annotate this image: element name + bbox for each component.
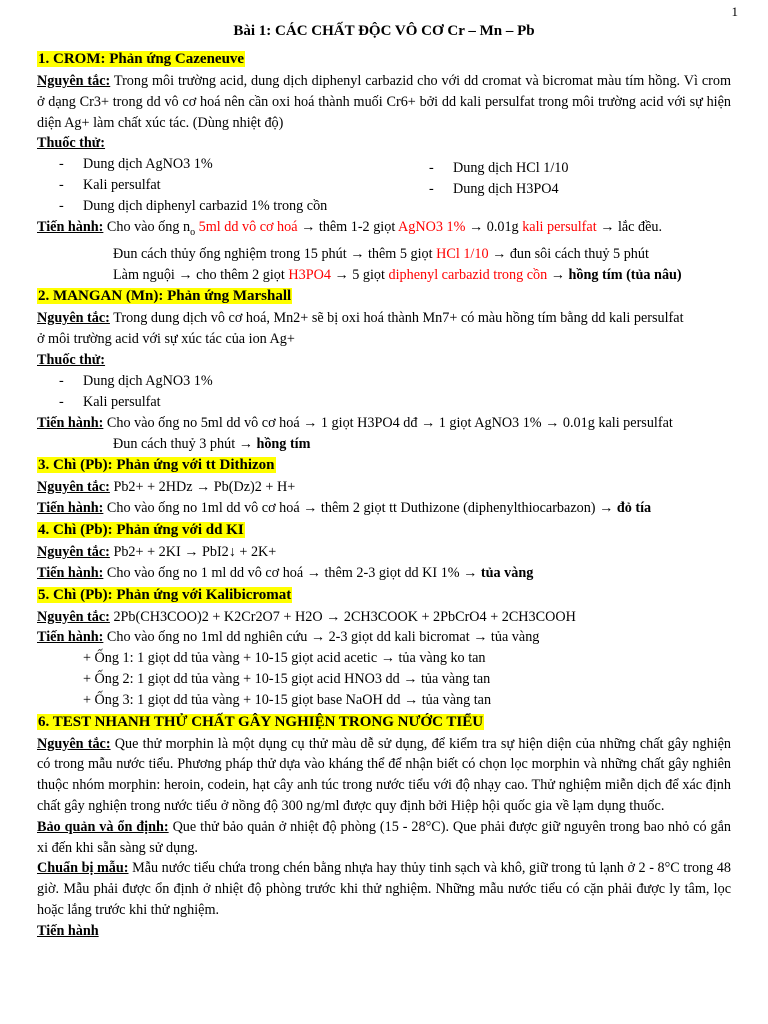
section-4-title: 4. Chì (Pb): Phản ứng với dd KI xyxy=(38,521,244,538)
section-2-reagents-label: Thuốc thử: xyxy=(37,352,106,368)
section-6-principle: Nguyên tắc: Que thử morphin là một dụng cụ thử màu dễ sử dụng, để kiểm tra sự hiện diện của những chất gây nghiện có trong mẫu nước tiểu. Phương pháp thử dựa vào kháng thể để nhận biết có chọn lọc morphin và những chất gây nghiên thuộc nhóm morphin: heroin, codein, hạt cây anh túc trong nước tiểu với độ nhạy cao. Thử nghiệm miễn dịch để xác định chất gây nghiện trong nước tiểu ở nồng độ 300 ng/ml được quy định bởi Hiệp hội quốc gia về lạm dụng thuốc. xyxy=(37,735,731,814)
section-5-procedure: Tiến hành: Cho vào ống no 1ml dd nghiên cứu → 2-3 giọt dd kali bicromat → tủa vàng xyxy=(37,629,540,646)
section-3-procedure: Tiến hành: Cho vào ống no 1ml dd vô cơ hoá → thêm 2 giọt tt Duthizone (diphenylthiocarbazon) → đỏ tía xyxy=(37,500,652,517)
section-3-title: 3. Chì (Pb): Phản ứng với tt Dithizon xyxy=(38,457,275,474)
section-2-reagent-list xyxy=(37,371,731,413)
reagent-item: - Dung dịch HCl 1/10 xyxy=(407,158,568,179)
section-1-procedure-line-2: Đun cách thủy ống nghiệm trong 15 phút → thêm 5 giọt HCl 1/10 → đun sôi cách thuỷ 5 phút xyxy=(113,245,649,262)
reagent-item: - Kali persulfat xyxy=(37,392,731,413)
section-2-procedure-line-1: Tiến hành: Cho vào ống no 5ml dd vô cơ hoá → 1 giọt H3PO4 dđ → 1 giọt AgNO3 1% → 0.01g kali persulfat xyxy=(37,414,673,431)
section-2-procedure-line-2: Đun cách thuỷ 3 phút → hồng tím xyxy=(113,435,311,452)
section-4-procedure: Tiến hành: Cho vào ống no 1 ml dd vô cơ hoá → thêm 2-3 giọt dd KI 1% → tủa vàng xyxy=(37,564,534,581)
section-6-sample-prep: Chuẩn bị mẫu: Mẫu nước tiểu chứa trong chén bằng nhựa hay thủy tinh sạch và khô, giữ trong tủ lạnh ở 2 - 8°C trong 48 giờ. Mẫu phải được ổn định ở nhiệt độ phòng trước khi thử nghiệm. Những mẫu nước tiểu có cặn phải được ly tâm, lọc hoặc lắng trước khi thử nghiệm. xyxy=(37,860,731,918)
section-1-principle: Nguyên tắc: Trong môi trường acid, dung dịch diphenyl carbazid cho với dd cromat và bicromat màu tím hồng. Vì crom ở dạng Cr3+ trong dd vô cơ hoá nên cần oxi hoá thành muối Cr6+ bởi dd kali persulfat trong môi trường acid với sự hiện diện Ag+ làm chất xúc tác. (Dùng nhiệt độ) xyxy=(37,73,731,131)
section-1-procedure-line-3: Làm nguội → cho thêm 2 giọt H3PO4 → 5 giọt diphenyl carbazid trong cồn → hồng tím (tủa nâu) xyxy=(113,266,682,283)
tube-3-line: + Ống 3: 1 giọt dd tủa vàng + 10-15 giọt base NaOH dd → tủa vàng tan xyxy=(83,691,492,708)
section-6-heading xyxy=(37,711,731,734)
section-5-title: 5. Chì (Pb): Phản ứng với Kalibicromat xyxy=(38,586,292,603)
section-3-heading xyxy=(37,454,731,477)
section-2-heading xyxy=(37,285,731,308)
document-page xyxy=(37,20,731,942)
reagent-item: - Dung dịch AgNO3 1% xyxy=(37,371,731,392)
section-2-title: 2. MANGAN (Mn): Phản ứng Marshall xyxy=(38,288,292,305)
section-2-principle: Nguyên tắc: Trong dung dịch vô cơ hoá, Mn2+ sẽ bị oxi hoá thành Mn7+ có màu hồng tím bằng dd kali persulfat ở môi trường acid với sự xúc tác của ion Ag+ xyxy=(37,310,684,348)
section-4-heading xyxy=(37,519,731,542)
section-5-heading xyxy=(37,584,731,607)
section-3-principle: Nguyên tắc: Pb2+ + 2HDz → Pb(Dz)2 + H+ xyxy=(37,479,296,496)
page-number: 1 xyxy=(731,4,738,19)
reagent-item: - Kali persulfat xyxy=(37,175,327,196)
section-6-title: 6. TEST NHANH THỬ CHẤT GÂY NGHIỆN TRONG NƯỚC TIỂU xyxy=(38,713,484,730)
section-6-storage: Bảo quản và ổn định: Que thử bảo quản ở nhiệt độ phòng (15 - 28°C). Que phải được giữ nguyên trong bao nhỏ có gắn xi đến khi sẵn sàng sử dụng. xyxy=(37,818,731,856)
reagent-item: - Dung dịch AgNO3 1% xyxy=(37,154,327,175)
section-4-principle: Nguyên tắc: Pb2+ + 2KI → PbI2↓ + 2K+ xyxy=(37,543,277,560)
tube-1-line: + Ống 1: 1 giọt dd tủa vàng + 10-15 giọt acid acetic → tủa vàng ko tan xyxy=(83,650,486,667)
section-1-heading xyxy=(37,48,731,71)
tube-2-line: + Ống 2: 1 giọt dd tủa vàng + 10-15 giọt acid HNO3 dd → tủa vàng tan xyxy=(83,670,491,687)
section-1-reagents xyxy=(37,154,731,217)
section-6-procedure-label: Tiến hành xyxy=(37,922,99,939)
reagent-list-left xyxy=(37,154,327,217)
section-1-reagents-label: Thuốc thử: xyxy=(37,135,106,152)
section-5-principle: Nguyên tắc: 2Pb(CH3COO)2 + K2Cr2O7 + H2O → 2CH3COOK + 2PbCrO4 + 2CH3COOH xyxy=(37,608,576,625)
reagent-item: - Dung dịch diphenyl carbazid 1% trong cồn xyxy=(37,196,327,217)
reagent-list-right xyxy=(407,158,568,200)
reagent-item: - Dung dịch H3PO4 xyxy=(407,179,568,200)
document-title: Bài 1: CÁC CHẤT ĐỘC VÔ CƠ Cr – Mn – Pb xyxy=(233,23,535,39)
section-1-title: 1. CROM: Phản ứng Cazeneuve xyxy=(38,51,245,67)
section-1-procedure-line-1: Tiến hành: Cho vào ống $n_o$ 5ml dd vô cơ hoá → thêm 1-2 giọt AgNO3 1% → 0.01g kali persulfat → lắc đều. xyxy=(37,219,663,239)
